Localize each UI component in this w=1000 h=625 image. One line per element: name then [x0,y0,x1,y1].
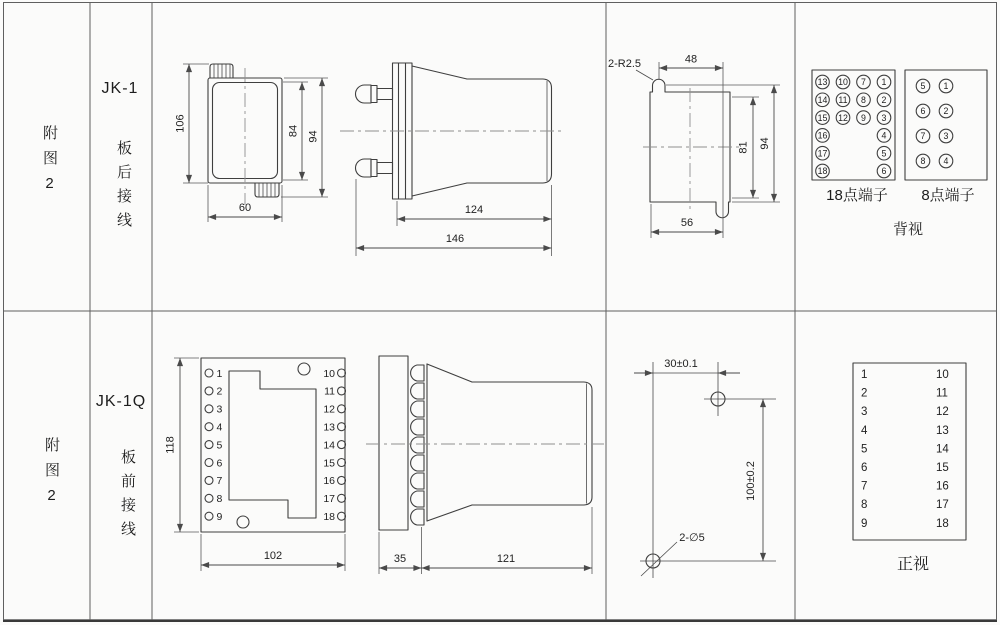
terminal-circle [338,387,346,395]
dim-100: 100±0.2 [745,461,757,501]
terminal-8pt-diagram [905,70,987,180]
terminal-number: 5 [881,148,887,159]
dim-35: 35 [393,553,407,565]
jk1-case-front-view [175,64,329,222]
terminal-number: 7 [920,131,926,142]
model-label-jk1: JK-1 [101,80,139,97]
terminal-number: 12 [838,112,848,123]
terminal-circle [338,423,346,431]
terminal-number: 4 [943,156,949,167]
table-number: 3 [861,406,868,419]
terminal-number: 3 [943,131,949,142]
table-number: 18 [936,517,949,530]
terminal-number: 13 [323,421,335,434]
terminal-number: 15 [817,112,828,123]
mounting-hole [237,516,249,528]
terminal-bump [411,437,424,453]
dim-94: 94 [307,130,320,143]
dim-102: 102 [263,550,283,562]
terminal-number: 6 [881,166,887,177]
terminal-circle [338,512,346,520]
jk1q-front-view [165,358,346,571]
terminal-number: 9 [861,112,866,123]
table-number: 2 [861,387,868,400]
terminal-number: 10 [838,77,848,88]
dim-56: 56 [680,217,694,229]
terminal-18pt-diagram [812,70,895,180]
dim-60: 60 [238,202,252,214]
terminal-circle [338,459,346,467]
dim-30: 30±0.1 [664,358,698,370]
dim-146: 146 [445,233,465,245]
table-number: 12 [936,406,949,419]
terminal-number: 14 [323,439,335,452]
model-label-jk1q: JK-1Q [95,393,147,410]
terminal-number: 3 [216,403,223,416]
terminal-circle [338,369,346,377]
terminal-number: 2 [216,385,223,398]
dim-81: 81 [737,141,750,154]
terminal-bump [411,401,424,417]
terminal-number: 5 [920,81,926,92]
terminal-number: 12 [323,403,335,416]
terminal-circle [338,405,346,413]
caption-18pt: 18点端子 [826,187,888,204]
dim-106: 106 [174,114,187,133]
terminal-number: 11 [324,385,335,398]
table-number: 14 [936,443,949,456]
table-number: 10 [936,369,949,381]
terminal-bump [411,419,424,435]
caption-8pt: 8点端子 [921,187,975,204]
terminal-circle [338,494,346,502]
table-number: 5 [861,443,868,456]
table-number: 9 [861,517,868,530]
terminal-number: 18 [323,511,335,523]
terminal-number: 1 [216,367,223,380]
terminal-number: 1 [943,81,949,92]
terminal-bump [411,383,424,399]
terminal-number: 16 [817,130,828,141]
terminal-bump [411,509,424,525]
terminal-circle [338,476,346,484]
table-number: 17 [936,499,949,512]
terminal-number: 2 [943,106,949,117]
terminal-number: 15 [323,457,335,470]
terminal-number: 7 [216,475,223,488]
terminal-circle [205,441,213,449]
terminal-number: 1 [881,77,887,88]
view-label-rear: 背视 [892,221,923,238]
terminal-circle [205,512,213,520]
dim-48: 48 [684,53,698,66]
table-number: 7 [861,480,868,493]
radius-note: 2-R2.5 [608,58,642,70]
terminal-number: 18 [817,166,828,177]
terminal-number: 9 [216,511,223,523]
terminal-circle [205,423,213,431]
table-number: 8 [861,499,868,512]
terminal-number: 17 [323,493,335,506]
table-number: 15 [936,462,949,474]
terminal-number: 10 [323,367,335,380]
jk1q-terminal-table [853,363,966,540]
dim-118: 118 [164,436,177,454]
terminal-circle [205,369,213,377]
terminal-number: 4 [216,421,223,434]
figure-label-row1: 附图2 [41,124,58,202]
terminal-number: 8 [920,156,926,167]
terminal-circle [205,494,213,502]
terminal-bump [411,491,424,507]
terminal-number: 5 [216,439,223,452]
table-number: 11 [936,387,948,400]
terminal-number: 6 [216,457,223,470]
top-tab-hatch [214,65,230,78]
mounting-hole [298,363,310,375]
terminal-number: 7 [861,77,866,88]
jk1-side-view [340,63,565,256]
terminal-number: 11 [838,95,848,105]
terminal-number: 14 [817,95,828,105]
terminal-circle [338,441,346,449]
dim-94-cutout: 94 [759,137,771,150]
wiring-label-jk1: 板后接线 [115,140,132,236]
mounting-stud-bottom [356,159,393,177]
terminal-circle [205,387,213,395]
figure-label-row2: 附图2 [43,436,60,514]
dim-124: 124 [464,204,484,216]
dim-84: 84 [287,124,300,138]
hole-note: 2-∅5 [679,532,705,544]
dim-121: 121 [496,553,516,565]
terminal-number: 13 [817,77,828,88]
terminal-circle [205,405,213,413]
terminal-number: 17 [817,148,828,159]
wiring-label-jk1q: 板前接线 [119,449,136,545]
terminal-bump [411,455,424,471]
terminal-circle [205,459,213,467]
terminal-circle [205,476,213,484]
terminal-bump [411,473,424,489]
table-number: 1 [861,369,868,381]
terminal-number: 8 [216,493,223,506]
jk1q-drill-pattern [634,358,776,578]
view-label-front: 正视 [896,556,929,573]
terminal-bump [411,365,424,381]
table-number: 4 [861,424,868,437]
terminal-number: 8 [861,95,866,105]
terminal-number: 6 [920,106,926,117]
table-number: 13 [936,424,949,437]
terminal-number: 2 [881,95,887,105]
terminal-number: 4 [881,130,887,141]
terminal-number: 3 [881,112,887,123]
terminal-number: 16 [323,475,335,488]
table-number: 16 [936,480,949,493]
jk1-panel-cutout [608,54,780,239]
jk1q-side-view [366,356,604,574]
bottom-tab-hatch [259,184,275,197]
mounting-stud-top [356,85,393,103]
table-number: 6 [861,462,868,474]
